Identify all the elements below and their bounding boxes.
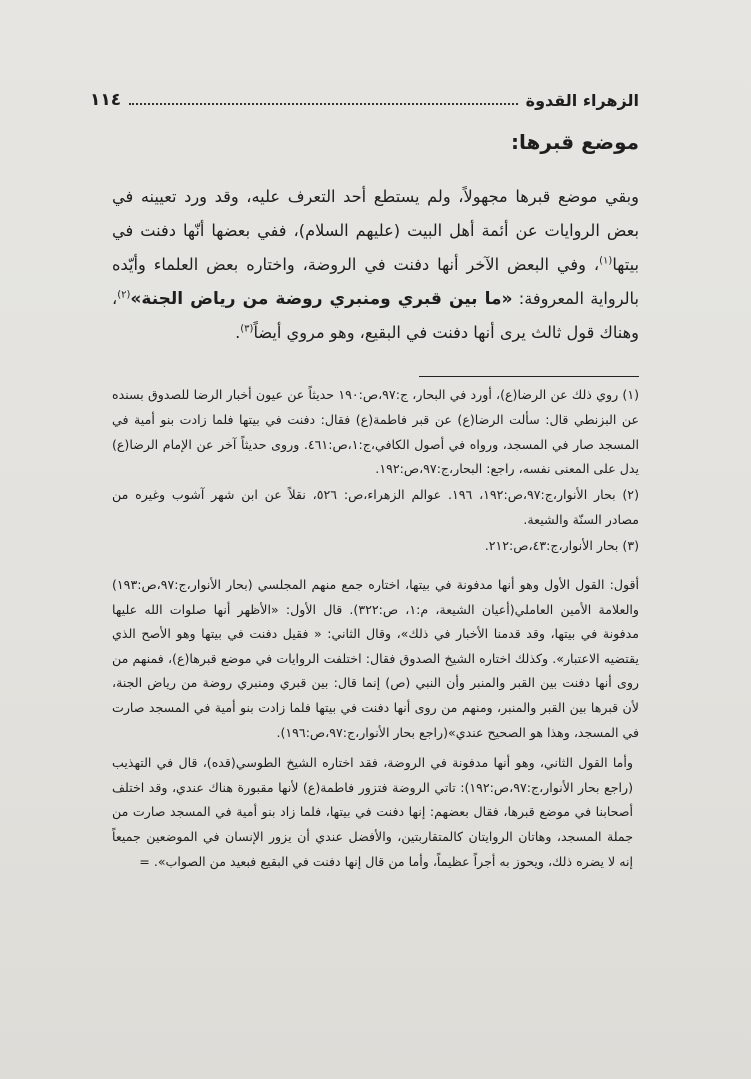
hadith-quote: «ما بين قبري ومنبري روضة من رياض الجنة» <box>130 289 513 309</box>
main-text-part2: ، وفي البعض الآخر أنها دفنت في الروضة، واختاره بعض العلماء وأيّده بالرواية المعروفة: <box>112 255 639 308</box>
footnote-ref-3: (٣) <box>240 323 254 335</box>
commentary-paragraph-1: أقول: القول الأول وهو أنها مدفونة في بيتها، اختاره جمع منهم المجلسي (بحار الأنوار،ج:٩٧،ص:١٩٣) والعلامة الأمين العاملي(أعيان الشيعة، م:١، ص:٣٢٢). قال الأول: «الأظهر أنها صلوات الله عليها مدفونة في بيتها، وقد قدمنا الأخبار في ذلك»، وقال الثاني: « فقيل دفنت في بيتها وهو الأصح الذي يقتضيه الاعتبار». وكذلك اختاره الشيخ الصدوق فقال: اختلفت الروايات في موضع قبرها(ع)، فمنهم من روى أنها دفنت بين القبر والمنبر وأن النبي (ص) إنما قال: بين قبري ومنبري روضة من رياض الجنة، لأن قبرها بين القبر والمنبر، ومنهم من روى أنها دفنت في بيتها فلما زادت بنو أمية في المسجد صارت في المسجد، وهذا هو الصحيح عندي»(راجع بحار الأنوار،ج:٩٧،ص:١٩٦). <box>112 577 639 740</box>
section-heading: موضع قبرها: <box>511 130 639 154</box>
footnote-separator <box>419 376 639 377</box>
running-header <box>90 84 639 110</box>
main-text-end: . <box>235 323 241 342</box>
running-title: الزهراء القدوة <box>525 91 639 110</box>
commentary-paragraph-2: وأما القول الثاني، وهو أنها مدفونة في الروضة، فقد اختاره الشيخ الطوسي(قده)، قال في التهذيب (راجع بحار الأنوار،ج:٩٧،ص:١٩٢): تاتي الروضة فتزور فاطمة(ع) لأنها مقبورة هناك عندي، وقد اختلف أصحابنا في موضع قبرها، فقال بعضهم: إنها دفنت في بيتها، فلما زاد بنو أمية في المسجد صارت من جملة المسجد، وهاتان الروايتان كالمتقاربتين، والأفضل عندي أن يزور الإنسان في الموضعين جميعاً إنه لا يضره ذلك، ويحوز به أجراً عظيماً، وأما من قال إنها دفنت في البقيع فبعيد من الصواب». = <box>112 755 633 869</box>
header-dot-leader <box>129 103 517 105</box>
footnote-ref-2: (٢) <box>117 289 131 301</box>
main-paragraph <box>112 180 639 350</box>
footnote-1: (١) روي ذلك عن الرضا(ع)، أورد في البحار، ج:٩٧،ص:١٩٠ حديثاً عن عيون أخبار الرضا للصدوق بسنده عن البزنطي قال: سألت الرضا(ع) عن قبر فاطمة(ع) فقال: دفنت في بيتها فلما زادت بنو أمية في المسجد صار في المسجد، ورواه في أصول الكافي،ج:١،ص:٤٦١. وروى حديثاً آخر عن الإمام الرضا(ع) يدل على المعنى نفسه، راجع: البحار،ج:٩٧،ص:١٩٢. <box>112 387 639 477</box>
footnote-2: (٢) بحار الأنوار،ج:٩٧،ص:١٩٢، ١٩٦. عوالم الزهراء،ص: ٥٢٦، نقلاً عن ابن شهر آشوب وغيره من مصادر السنّة والشيعة. <box>112 487 639 527</box>
footnote-3: (٣) بحار الأنوار،ج:٤٣،ص:٢١٢. <box>484 537 639 553</box>
main-text <box>112 180 639 350</box>
footnote-ref-1: (١) <box>599 255 613 267</box>
main-text-part1: وبقي موضع قبرها مجهولاً، ولم يستطع أحد التعرف عليه، وقد ورد تعيينه في بعض الروايات عن أئمة أهل البيت (عليهم السلام)، ففي بعضها أنّها دفنت في بيتها <box>112 187 639 274</box>
footnotes <box>112 383 639 560</box>
page-number: ١١٤ <box>90 90 122 110</box>
main-text-part3: ، وهناك قول ثالث يرى أنها دفنت في البقيع، وهو مروي أيضاً <box>112 289 639 342</box>
commentary <box>112 573 639 880</box>
